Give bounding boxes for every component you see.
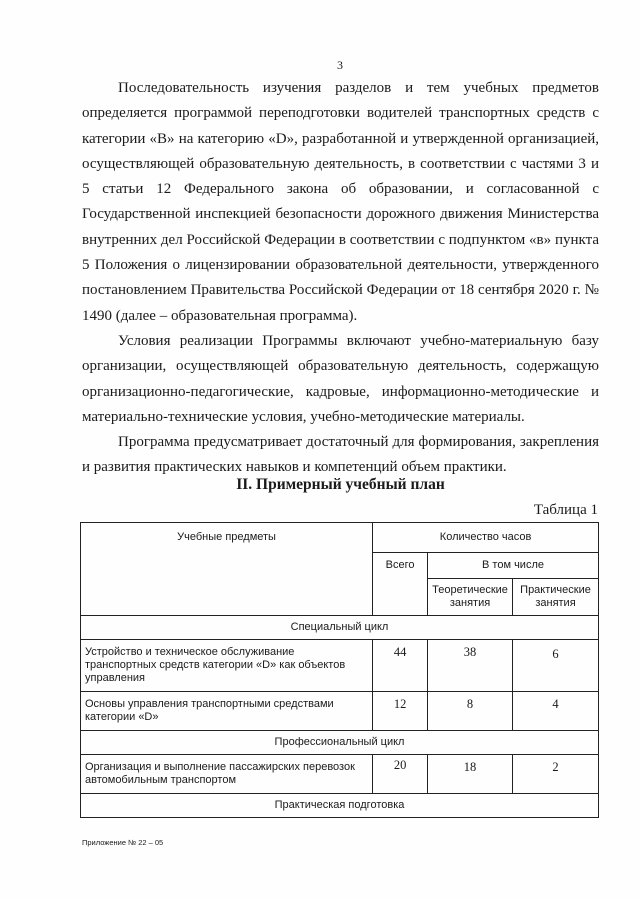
header-including: В том числе — [428, 553, 599, 579]
subject-cell: Организация и выполнение пассажирских перевозок автомобильным транспортом — [81, 755, 373, 794]
table-row — [81, 755, 599, 794]
table-row — [81, 640, 599, 692]
practice-cell: 2 — [513, 755, 599, 794]
theory-cell: 38 — [428, 640, 513, 692]
header-total: Всего — [373, 553, 428, 616]
header-practice: Практические занятия — [513, 579, 599, 616]
table-row — [81, 692, 599, 731]
section-title: II. Примерный учебный план — [236, 476, 445, 493]
cycle-special: Специальный цикл — [81, 616, 599, 640]
header-hours: Количество часов — [373, 523, 599, 553]
paragraph-sequence: Последовательность изучения разделов и тем учебных предметов определяется программой переподготовки водителей транспортных средств с категории «B» на категорию «D», разработанной и утвержденной организацией, осуществляющей образовательную деятельность, в соответствии с частями 3 и 5 статьи 12 Федерального закона об образовании, и согласованной с Государственной инспекцией безопасности дорожного движения Министерства внутренних дел Российской Федерации в соответствии с подпунктом «в» пункта 5 Положения о лицензировании образовательной деятельности, утвержденного постановлением Правительства Российской Федерации от 18 сентября 2020 г. № 1490 (далее – образовательная программа). — [82, 80, 599, 324]
paragraph-practice: Программа предусматривает достаточный для формирования, закрепления и развития практических навыков и компетенций объем практики. — [82, 434, 599, 476]
subject-cell: Основы управления транспортными средствами категории «D» — [81, 692, 373, 731]
total-cell: 12 — [373, 692, 428, 731]
theory-cell: 8 — [428, 692, 513, 731]
practice-cell: 6 — [513, 640, 599, 692]
total-cell: 20 — [373, 755, 428, 794]
header-theory: Теоретические занятия — [428, 579, 513, 616]
subject-cell: Устройство и техническое обслуживание транспортных средств категории «D» как объектов управления — [81, 640, 373, 692]
table-header-row — [81, 523, 599, 553]
cycle-row — [81, 616, 599, 640]
table-label: Таблица 1 — [533, 502, 598, 518]
cycle-row — [81, 794, 599, 818]
cycle-row — [81, 731, 599, 755]
cycle-practical: Практическая подготовка — [81, 794, 599, 818]
curriculum-table — [80, 522, 599, 818]
header-subjects: Учебные предметы — [81, 523, 373, 616]
cycle-professional: Профессиональный цикл — [81, 731, 599, 755]
practice-cell: 4 — [513, 692, 599, 731]
footer-note: Приложение № 22 – 05 — [82, 838, 164, 847]
total-cell: 44 — [373, 640, 428, 692]
theory-cell: 18 — [428, 755, 513, 794]
paragraph-conditions: Условия реализации Программы включают учебно-материальную базу организации, осуществляющей образовательную деятельность, содержащую организационно-педагогические, кадровые, информационно-методические и материально-технические условия, учебно-методические материалы. — [82, 332, 599, 425]
page-number: 3 — [337, 58, 343, 72]
body-text — [82, 76, 599, 481]
